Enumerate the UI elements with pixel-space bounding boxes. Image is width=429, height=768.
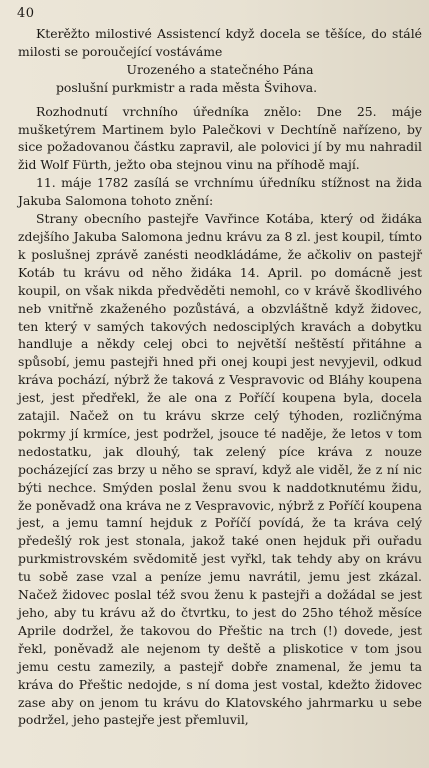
paragraph-closing: Kterěžto milostivé Assistencí když docela se těšíce, do stálé milosti se poroučející vostáváme <box>18 26 422 59</box>
signature: poslušní purkmistr a rada města Švihova. <box>56 79 318 95</box>
page-number: 40 <box>17 6 35 21</box>
salutation: Urozeného a statečného Pána <box>126 61 314 77</box>
paragraph-complaint-body: Strany obecního pastejře Vavřince Kotába, který od židáka zdejšího Jakuba Salomona jednu krávu za 8 zl. jest koupil, tímto k poslušnej zprávě zanésti neodkládáme, že ačkoliv on pastejř Kotáb tu krávu od něho židáka 14. April. po domácně jest koupil, on však nikda předvěděti nemohl, co v krávě škodlivého neb vnitřně zkaženého pozůstává, a obzvláštně když židovec, ten který v samých takových nedosciplých kravách a dobytku handluje a někdy celej obci to největší neštěstí přitáhne a spůsobí, jemu pastejři hned při onej koupi jest nevyjevil, odkud kráva pochází, nýbrž že taková z Vespravovic od Bláhy koupena jest, jest předřekl, že ale ona z Poříčí koupena byla, docela zatajil. Načež on tu krávu skrze celý týhoden, rozličnýma pokrmy jí krmíce, jest podržel, jsouce té naděje, že letos v tom nedostatku, jak dlouhý, tak zelený píce kráva z nouze pocházející zas brzy u něho se spraví, když ale viděl, že z ní nic býti nechce. Smýden poslal ženu svou k naddotknutému židu, že poněvadž ona kráva ne z Vespravovic, nýbrž z Poříčí koupena jest, a jemu tamní hejduk z Poříčí povídá, že ta kráva celý předešlý rok jest stonala, jakož také onen hejduk při ouřadu purkmistrovském svědomitě jest vyřkl, tak tehdy aby on krávu tu sobě zase vzal a peníze jemu navrátil, jemu jest zkázal. Načež židovec poslal též svou ženu k pastejři a dožádal se jest jeho, aby tu krávu až do čtvrtku, to jest do 25ho téhož měsíce Aprile dodržel, že takovou do Přeštic na trch (!) dovede, jest řekl, poněvadž ale nejenom ty deště a pliskotice v tom jsou jemu cestu zamezily, a pastejř dobře znamenal, že jemu ta kráva do Přeštic nedojde, s ní doma jest vostal, kdežto židovec zase aby on jenom tu krávu do Klatovského jahrmarku u sebe podržel, jeho pastejře jest přemluvil, <box>18 211 422 728</box>
body-text <box>18 25 422 729</box>
paragraph-complaint-intro: 11. máje 1782 zasílá se vrchnímu úředníku stížnost na žida Jakuba Salomona tohoto znění: <box>18 175 422 209</box>
paragraph-decision: Rozhodnutí vrchního úředníka znělo: Dne 25. máje mušketýrem Martinem bylo Palečkovi v Dechtíně nařízeno, by sice požadovanou částku zapravil, ale polovici jí by mu nahradil žid Wolf Fürth, ježto oba stejnou vinu na příhodě mají. <box>18 103 422 173</box>
